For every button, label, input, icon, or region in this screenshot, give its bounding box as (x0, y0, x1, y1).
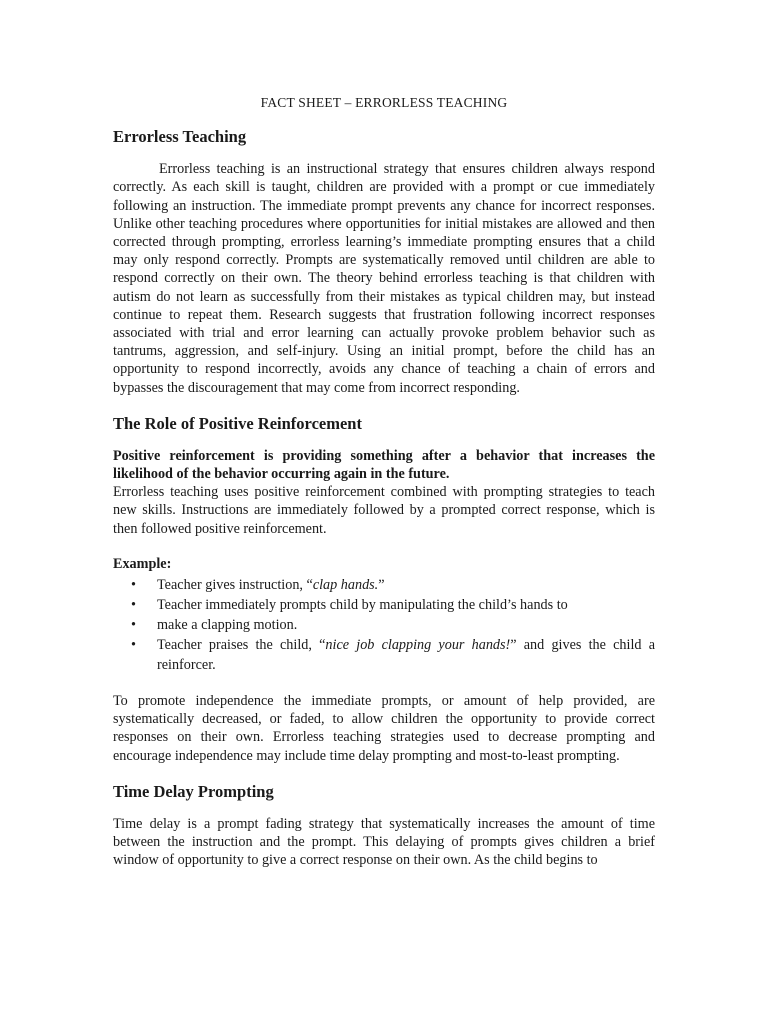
bullet-icon: • (131, 637, 136, 654)
independence-paragraph: To promote independence the immediate prompts, or amount of help provided, are systematically decreased, or faded, to allow children the opportunity to provide correct responses on their own. Errorless teaching strategies used to decrease prompting and encourage independence may include time delay prompting and most-to-least prompting. (113, 693, 655, 764)
reinforcement-paragraph: Errorless teaching uses positive reinforcement combined with prompting strategies to teach new skills. Instructions are immediately followed by a prompted correct response, which is then followed positive reinforcement. (113, 484, 655, 537)
document-title: FACT SHEET – ERRORLESS TEACHING (260, 95, 508, 110)
example-label: Example: (113, 555, 172, 572)
list-item: • Teacher praises the child, “nice job clapping your hands!” and gives the child a reinforcer. (131, 637, 655, 674)
list-item: • Teacher immediately prompts child by manipulating the child’s hands to (131, 597, 568, 614)
example-list (113, 575, 655, 675)
list-item: • Teacher gives instruction, “clap hands.” (131, 577, 385, 594)
bullet-icon: • (131, 617, 136, 634)
list-item: • make a clapping motion. (131, 617, 298, 634)
heading-time-delay: Time Delay Prompting (113, 781, 274, 801)
errorless-teaching-paragraph: Errorless teaching is an instructional strategy that ensures children always respond correctly. As each skill is taught, children are provided with a prompt or cue immediately following an instruction. The immediate prompt prevents any chance for incorrect responses. Unlike other teaching procedures where opportunities for initial mistakes are allowed and then corrected through prompting, errorless learning’s immediate prompting ensures that a child may only respond correctly. Prompts are systematically removed until children are able to respond correctly on their own. The theory behind errorless teaching is that children with autism do not learn as successfully from their mistakes as typical children may, but instead continue to repeat them. Research suggests that frustration following incorrect responses associated with trial and error learning can actually provoke problem behavior such as tantrums, aggression, and self-injury. Using an initial prompt, before the child has an opportunity to respond incorrectly, avoids any chance of teaching a chain of errors and bypasses the discouragement that may come from incorrect responding. (113, 161, 655, 396)
reinforcement-definition: Positive reinforcement is providing something after a behavior that increases the likelihood of the behavior occurring again in the future. (113, 447, 655, 483)
quote-clap-hands: clap hands. (312, 577, 379, 594)
bullet-icon: • (131, 597, 136, 614)
heading-positive-reinforcement: The Role of Positive Reinforcement (113, 413, 362, 433)
quote-nice-job: nice job clapping your hands! (325, 637, 511, 654)
time-delay-paragraph: Time delay is a prompt fading strategy that systematically increases the amount of time between the instruction and the prompt. This delaying of prompts gives children a brief window of opportunity to give a correct response on their own. As the child begins to (113, 815, 655, 869)
bullet-icon: • (131, 577, 136, 594)
heading-errorless-teaching: Errorless Teaching (113, 127, 247, 147)
